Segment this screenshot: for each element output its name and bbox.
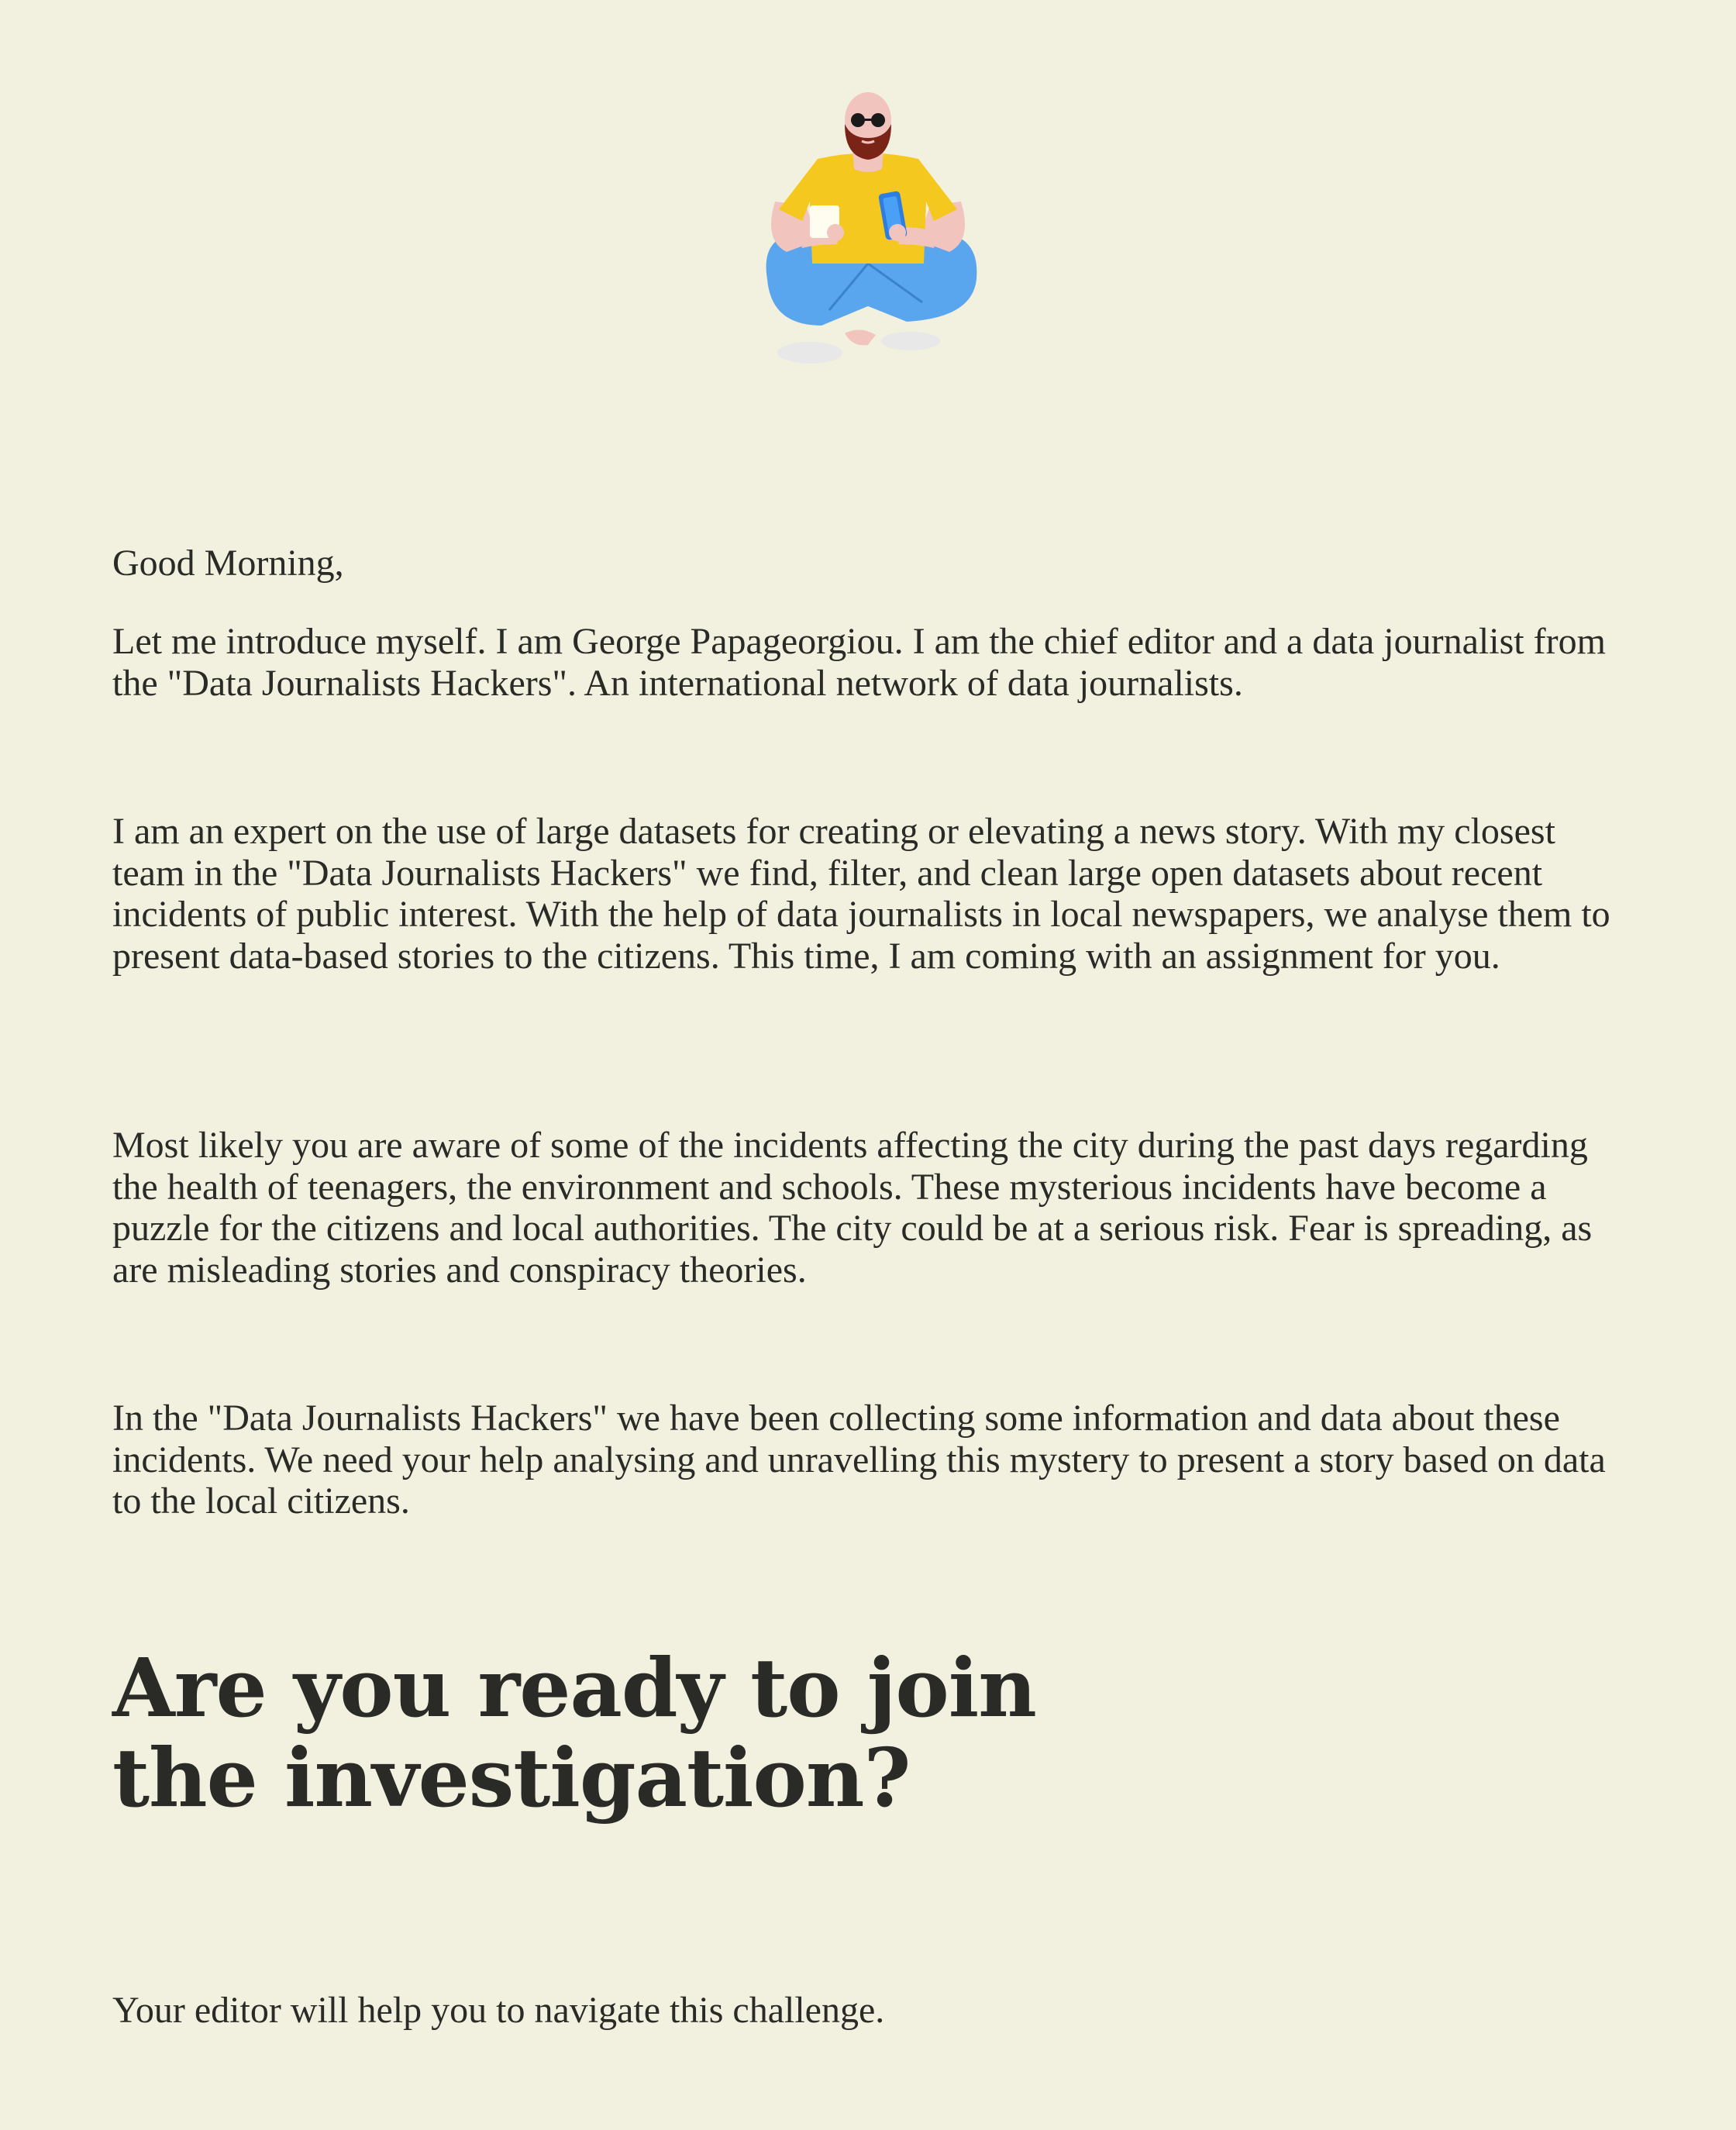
intro-paragraph: Let me introduce myself. I am George Papageorgiou. I am the chief editor and a data journalist from the "Data Journalists Hackers". An international network of data journalists. — [112, 621, 1606, 704]
expertise-paragraph: I am an expert on the use of large datasets for creating or elevating a news story. With my closest team in the "Data Journalists Hackers" we find, filter, and clean large open datasets about recent incidents of public interest. With the help of data journalists in local newspapers, we analyse them to present data-based stories to the citizens. This time, I am coming with an assignment for you. — [112, 811, 1610, 977]
editor-avatar-illustration — [744, 85, 992, 372]
greeting-text: Good Morning, — [112, 543, 344, 584]
editor-help-text: Your editor will help you to navigate this challenge. — [112, 1990, 885, 2031]
request-paragraph: In the "Data Journalists Hackers" we have been collecting some information and data about these incidents. We need your help analysing and unravelling this mystery to present a story based on data to the local citizens. — [112, 1398, 1606, 1522]
headline-line-2: the investigation? — [112, 1730, 911, 1825]
incidents-paragraph: Most likely you are aware of some of the incidents affecting the city during the past days regarding the health of teenagers, the environment and schools. These mysterious incidents have become a puzzle for the citizens and local authorities. The city could be at a serious risk. Fear is spreading, as are misleading stories and conspiracy theories. — [112, 1125, 1593, 1291]
headline-line-1: Are you ready to join — [112, 1640, 1036, 1735]
investigation-headline — [112, 1640, 1352, 1825]
